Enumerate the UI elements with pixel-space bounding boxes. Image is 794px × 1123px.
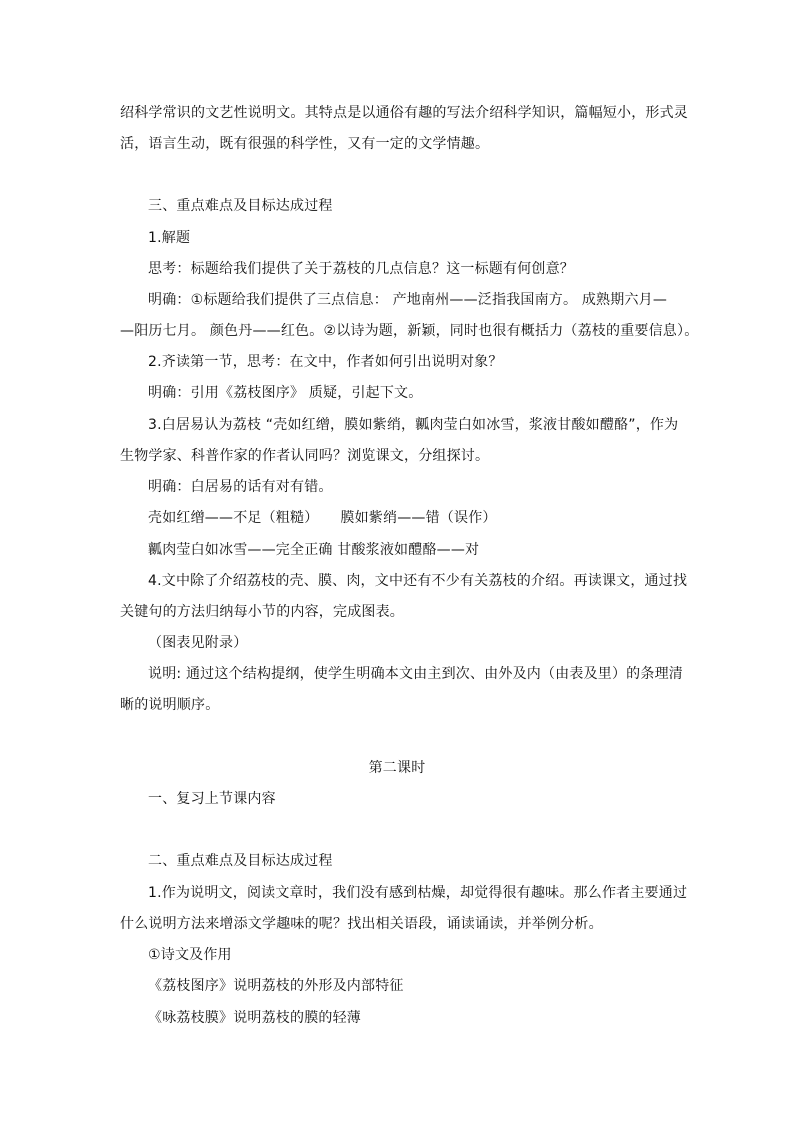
paragraph-line: 明确：①标题给我们提供了三点信息： 产地南州——泛指我国南方。 成熟期六月— [148, 292, 668, 308]
paragraph-line: 1.作为说明文，阅读文章时，我们没有感到枯燥，却觉得很有趣味。那么作者主要通过 [148, 885, 688, 901]
paragraph-line: 3.白居易认为荔枝 “壳如红缯，膜如紫绡，瓤肉莹白如冰雪，浆液甘酸如醴酪”，作为 [148, 417, 679, 433]
paragraph-line: 生物学家、科普作家的作者认同吗？浏览课文，分组探讨。 [120, 448, 490, 464]
paragraph-line [148, 508, 497, 528]
section-heading: 二、重点难点及目标达成过程 [148, 853, 333, 869]
paragraph-line: 思考：标题给我们提供了关于荔枝的几点信息？这一标题有何创意？ [148, 261, 574, 277]
list-item: 《咏荔枝膜》说明荔枝的膜的轻薄 [148, 1010, 361, 1026]
paragraph-line: 绍科学常识的文艺性说明文。其特点是以通俗有趣的写法介绍科学知识，篇幅短小，形式灵 [120, 105, 688, 121]
lesson-title: 第二课时 [368, 760, 426, 776]
comparison-shell: 壳如红缯——不足（粗糙） [148, 510, 319, 526]
paragraph-line: 什么说明方法来增添文学趣味的呢？找出相关语段，诵读诵读，并举例分析。 [120, 916, 603, 932]
section-heading: 三、重点难点及目标达成过程 [148, 198, 333, 214]
paragraph-line: 4.文中除了介绍荔枝的壳、膜、肉，文中还有不少有关荔枝的介绍。再读课文，通过找 [148, 573, 688, 589]
paragraph-line: 说明: 通过这个结构提纲，使学生明确本文由主到次、由外及内（由表及里）的条理清 [148, 666, 683, 682]
comparison-membrane: 膜如紫绡——错（误作） [340, 510, 497, 526]
list-item: 《荔枝图序》说明荔枝的外形及内部特征 [148, 978, 404, 994]
paragraph-line: （图表见附录） [148, 635, 248, 651]
paragraph-line: —阳历七月。 颜色丹——红色。②以诗为题，新颖，同时也很有概括力（荔枝的重要信息）。 [120, 323, 699, 339]
list-item: ①诗文及作用 [148, 947, 232, 963]
item-heading: 1.解题 [148, 230, 191, 246]
section-heading: 一、复习上节课内容 [148, 791, 276, 807]
paragraph-line: 晰的说明顺序。 [120, 697, 220, 713]
paragraph-line: 瓤肉莹白如冰雪——完全正确 甘酸浆液如醴酪——对 [148, 542, 480, 558]
paragraph-line: 明确：白居易的话有对有错。 [148, 479, 333, 495]
paragraph-line: 活，语言生动，既有很强的科学性，又有一定的文学情趣。 [120, 136, 490, 152]
paragraph-line: 关键句的方法归纳每小节的内容，完成图表。 [120, 604, 404, 620]
paragraph-line: 明确：引用《荔枝图序》 质疑，引起下文。 [148, 385, 423, 401]
paragraph-line: 2.齐读第一节，思考：在文中，作者如何引出说明对象？ [148, 354, 503, 370]
